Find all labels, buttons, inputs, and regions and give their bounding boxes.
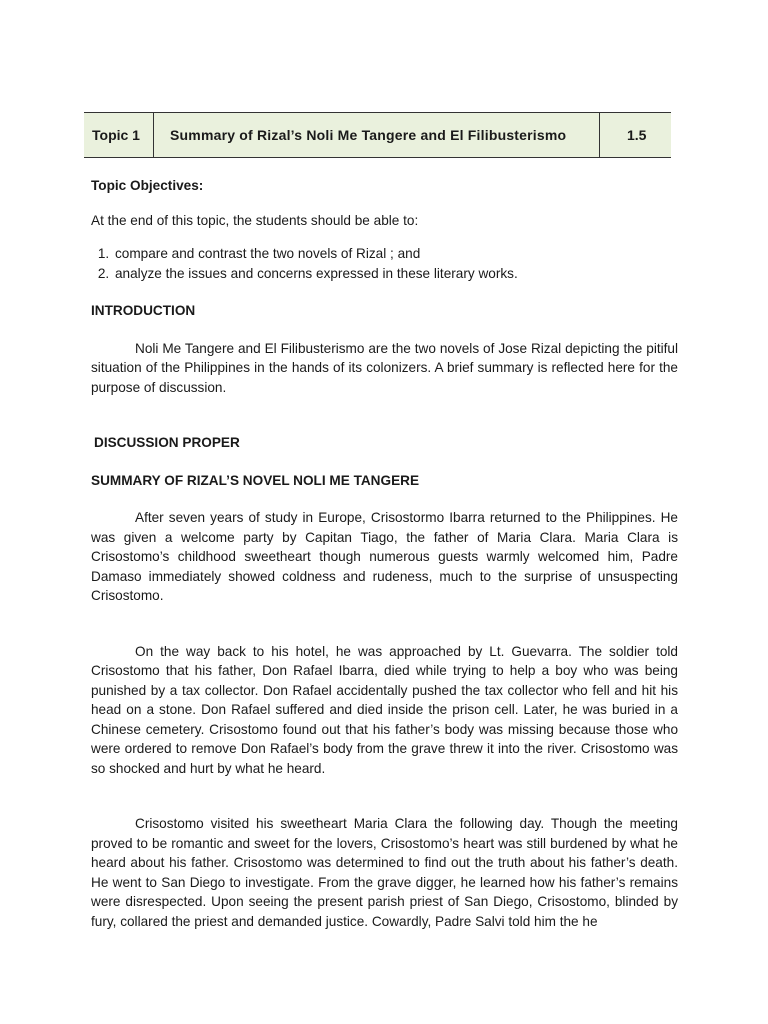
objectives-list <box>91 244 678 283</box>
objective-item: 1. compare and contrast the two novels of Rizal ; and <box>113 244 678 264</box>
document-body <box>91 176 678 931</box>
topic-number: 1.5 <box>627 127 647 143</box>
noli-summary-heading: SUMMARY OF RIZAL’S NOVEL NOLI ME TANGERE <box>91 472 420 488</box>
topic-label: Topic 1 <box>84 113 154 157</box>
introduction-paragraph: Noli Me Tangere and El Filibusterismo are the two novels of Jose Rizal depicting the pitiful situation of the Philippines in the hands of its colonizers. A brief summary is reflected here for the purpose of discussion. <box>91 340 678 395</box>
discussion-heading: DISCUSSION PROPER <box>94 435 240 450</box>
introduction-heading: INTRODUCTION <box>91 303 196 318</box>
objectives-lead: At the end of this topic, the students should be able to: <box>91 212 419 228</box>
topic-header-table <box>84 112 671 158</box>
discussion-paragraph: On the way back to his hotel, he was approached by Lt. Guevarra. The soldier told Crisostomo that his father, Don Rafael Ibarra, died while trying to help a boy who was being punished by a tax collector. Don Rafael accidentally pushed the tax collector who fell and hit his head on a stone. Don Rafael suffered and died inside the prison cell. Later, he was buried in a Chinese cemetery. Crisostomo found out that his father’s body was missing because those who were ordered to remove Don Rafael’s body from the grave threw it into the river. Crisostomo was so shocked and hurt by what he heard. <box>91 643 678 776</box>
discussion-paragraph: Crisostomo visited his sweetheart Maria Clara the following day. Though the meeting proved to be romantic and sweet for the lovers, Crisostomo’s heart was still burdened by what he heard about his father. Crisostomo was determined to find out the truth about his father’s death. He went to San Diego to investigate. From the grave digger, he learned how his father’s remains were disrespected. Upon seeing the present parish priest of San Diego, Crisostomo, blinded by fury, collared the priest and demanded justice. Cowardly, Padre Salvi told him the he <box>91 816 678 929</box>
objectives-heading: Topic Objectives: <box>91 178 204 193</box>
topic-title: Summary of Rizal’s Noli Me Tangere and El Filibusterismo <box>154 113 600 157</box>
discussion-paragraph: After seven years of study in Europe, Crisostormo Ibarra returned to the Philippines. He was given a welcome party by Capitan Tiago, the father of Maria Clara. Maria Clara is Crisostomo’s childhood sweetheart though numerous guests warmly welcomed him, Padre Damaso immediately showed coldness and rudeness, much to the surprise of unsuspecting Crisostomo. <box>91 510 678 603</box>
objective-item: 2. analyze the issues and concerns expressed in these literary works. <box>113 264 678 284</box>
